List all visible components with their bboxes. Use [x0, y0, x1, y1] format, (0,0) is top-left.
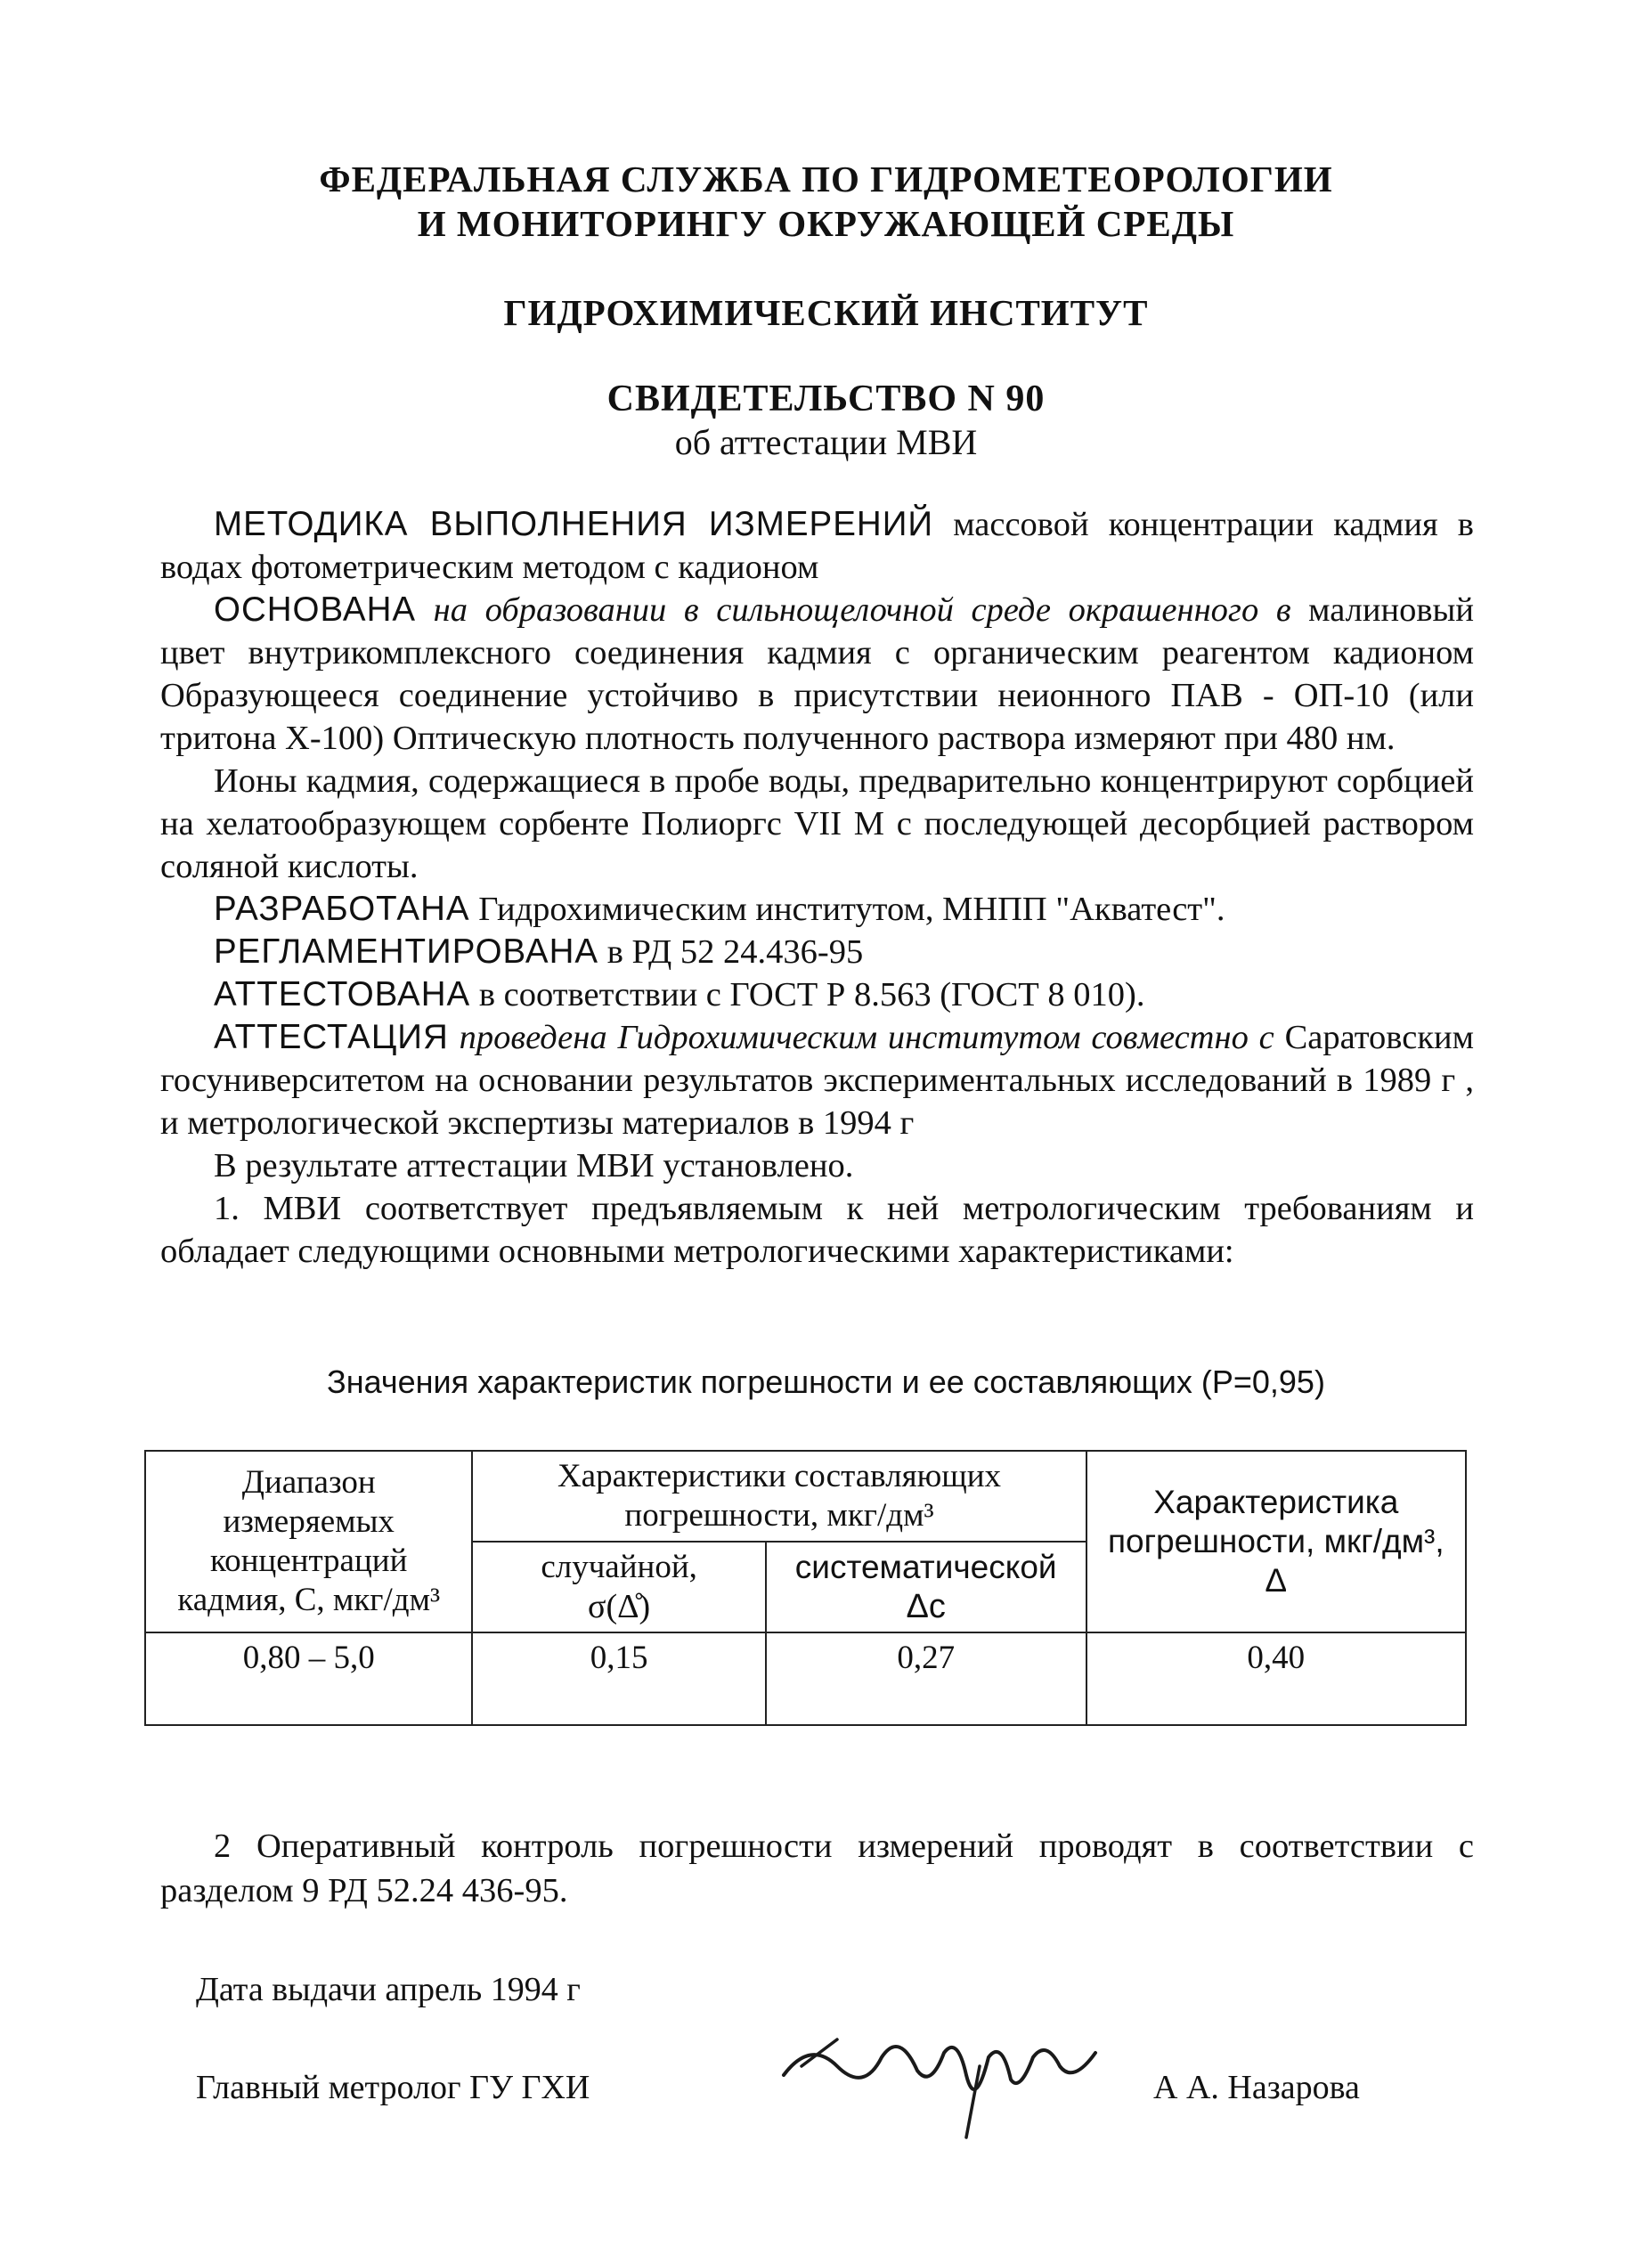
developed-lead: РАЗРАБОТАНА [214, 890, 470, 928]
cell-total: 0,40 [1086, 1632, 1466, 1725]
header-systematic-symbol: Δс [906, 1588, 946, 1625]
header-random-label: случайной, [541, 1549, 697, 1585]
attested-text: в соответствии с ГОСТ Р 8.563 (ГОСТ 8 010). [470, 976, 1145, 1013]
attestation-text: Саратовским госуниверситетом на основании результатов экспериментальных исследований в 1989 г , и метрологической экспертизы материалов в 1994 г [160, 1019, 1474, 1142]
method-lead: МЕТОДИКА ВЫПОЛНЕНИЯ ИЗМЕРЕНИЙ [214, 505, 934, 543]
item-2-paragraph: 2 Оперативный контроль погрешности измерений проводят в соответствии с разделом 9 РД 52.24 436-95. [160, 1827, 1474, 1909]
attestation-lead: АТТЕСТАЦИЯ [214, 1018, 449, 1056]
error-characteristics-table [144, 1450, 1467, 1726]
based-lead: ОСНОВАНА [214, 590, 417, 629]
header-random-symbol: σ(Δ̊) [587, 1588, 651, 1625]
attested-paragraph [160, 973, 1474, 1016]
table-row [145, 1632, 1466, 1725]
header-total: Характеристика погрешности, мкг/дм³, Δ [1086, 1451, 1466, 1632]
method-paragraph [160, 503, 1474, 589]
based-italic: на образовании в сильнощелочной среде окрашенного в [416, 591, 1291, 629]
header-systematic-label: систематической [794, 1549, 1057, 1585]
ions-paragraph: Ионы кадмия, содержащиеся в пробе воды, предварительно концентрируют сорбцией на хелатообразующем сорбенте Полиоргс VII М с последующей десорбцией раствором соляной кислоты. [160, 762, 1474, 885]
item-1-paragraph: 1. МВИ соответствует предъявляемым к ней метрологическим требованиям и обладает следующими основными метрологическими характеристиками: [160, 1190, 1474, 1270]
header-range: Диапазон измеряемых концентраций кадмия, С, мкг/дм³ [145, 1451, 472, 1632]
certificate-body [160, 503, 1474, 1273]
based-paragraph [160, 589, 1474, 760]
table-header-row [145, 1451, 1466, 1542]
signature [775, 2004, 1113, 2146]
agency-header [0, 157, 1652, 246]
developed-paragraph [160, 888, 1474, 931]
issue-date: Дата выдачи апрель 1994 г [196, 1971, 581, 2008]
certificate-subtitle: об аттестации МВИ [674, 422, 978, 462]
table-caption: Значения характеристик погрешности и ее составляющих (Р=0,95) [327, 1363, 1325, 1400]
result-paragraph: В результате аттестации МВИ установлено. [214, 1147, 854, 1184]
agency-line-2: И МОНИТОРИНГУ ОКРУЖАЮЩЕЙ СРЕДЫ [417, 203, 1235, 244]
header-components: Характеристики составляющих погрешности, мкг/дм³ [472, 1451, 1086, 1542]
regulated-text: в РД 52 24.436-95 [598, 933, 864, 971]
regulated-lead: РЕГЛАМЕНТИРОВАНА [214, 932, 599, 971]
developed-text: Гидрохимическим институтом, МНПП "Акватест". [469, 891, 1225, 928]
attestation-paragraph [160, 1016, 1474, 1144]
regulated-paragraph [160, 931, 1474, 973]
cell-random: 0,15 [472, 1632, 765, 1725]
signatory-title: Главный метролог ГУ ГХИ [196, 2069, 590, 2106]
certificate-title: СВИДЕТЕЛЬСТВО N 90 [606, 379, 1046, 419]
based-text: малиновый цвет внутрикомплексного соединения кадмия с органическим реагентом кадионом Образующееся соединение устойчиво в присутствии неионного ПАВ - ОП-10 (или тритона Х-100) Оптическую плотность полученного раствора измеряют при 480 нм. [160, 591, 1474, 757]
agency-line-1: ФЕДЕРАЛЬНАЯ СЛУЖБА ПО ГИДРОМЕТЕОРОЛОГИИ [319, 159, 1333, 199]
header-random [472, 1542, 765, 1632]
method-text: массовой концентрации кадмия в водах фотометрическим методом с кадионом [160, 506, 1474, 586]
attested-lead: АТТЕСТОВАНА [214, 975, 471, 1013]
header-systematic [766, 1542, 1086, 1632]
cell-systematic: 0,27 [766, 1632, 1086, 1725]
cell-range: 0,80 – 5,0 [145, 1632, 472, 1725]
attestation-italic: проведена Гидрохимическим институтом совместно с [448, 1019, 1274, 1056]
signatory-name: А А. Назарова [1153, 2069, 1360, 2106]
institute-title: ГИДРОХИМИЧЕСКИЙ ИНСТИТУТ [503, 292, 1149, 333]
